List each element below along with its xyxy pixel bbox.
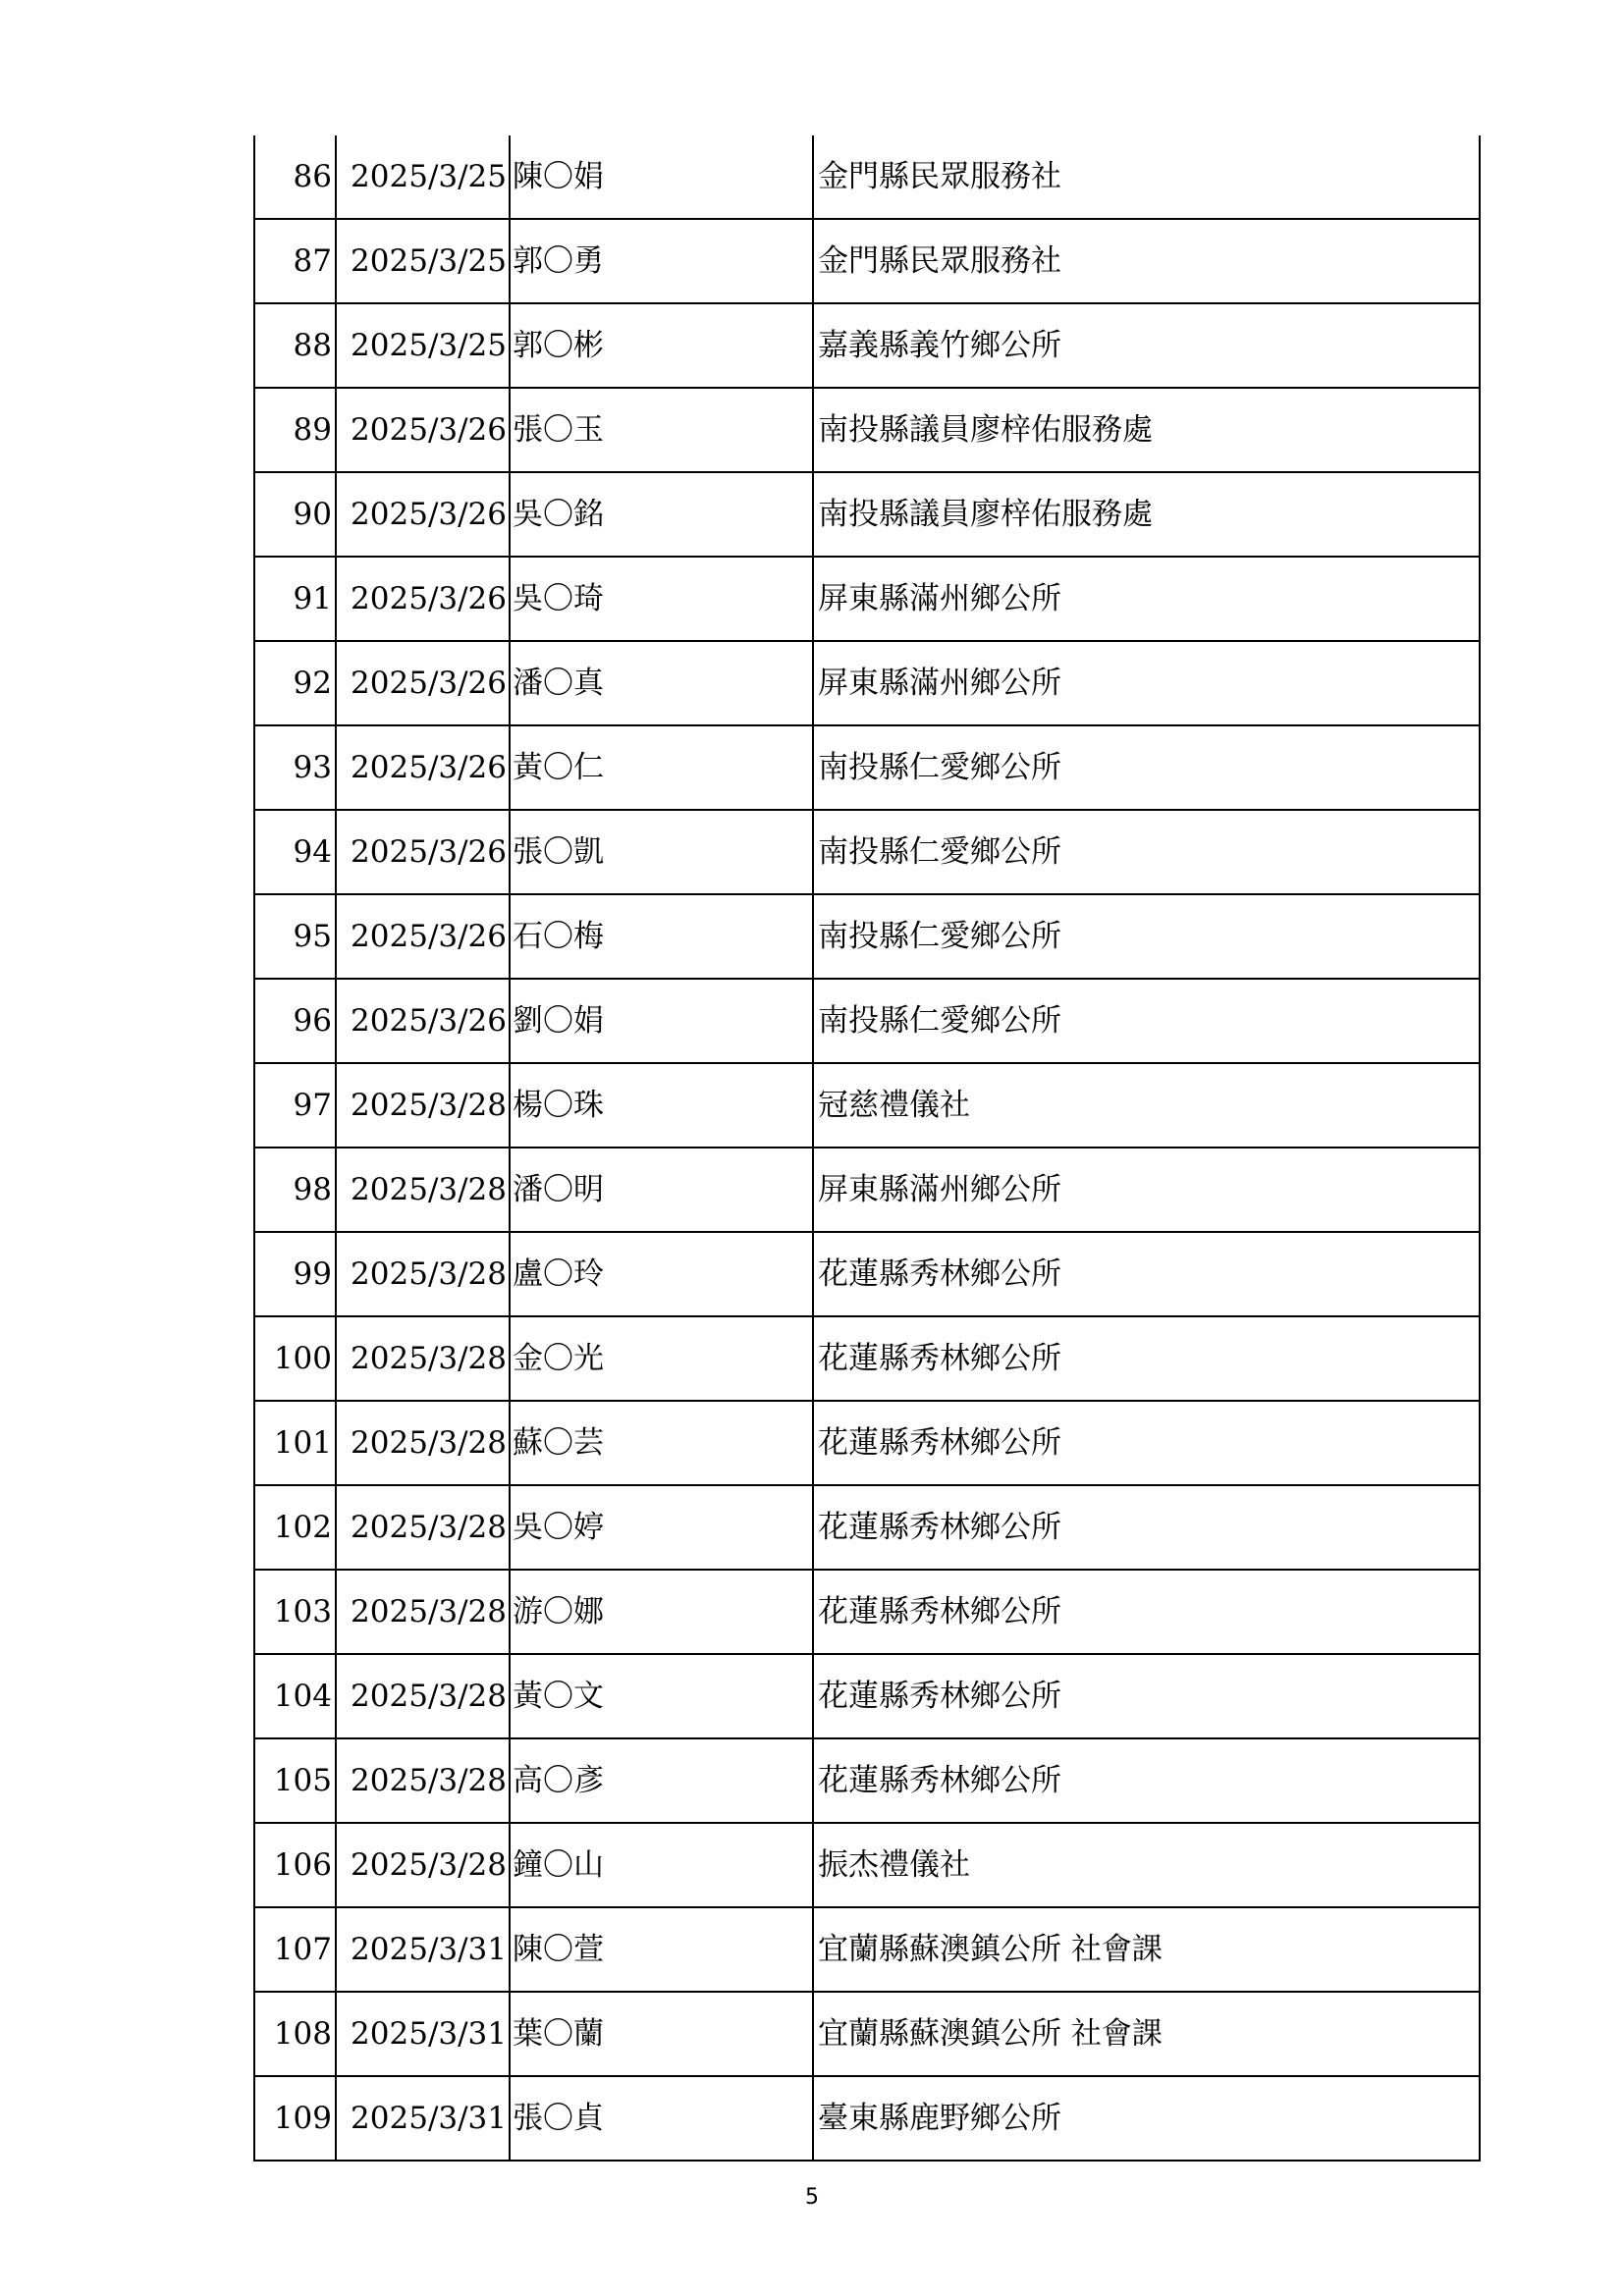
- table-row: [254, 979, 1480, 1063]
- date-cell: 2025/3/25: [336, 219, 510, 303]
- organization-cell: 花蓮縣秀林鄉公所: [813, 1316, 1480, 1401]
- table-row: [254, 641, 1480, 725]
- organization-cell: 南投縣仁愛鄉公所: [813, 894, 1480, 979]
- table-row: [254, 1738, 1480, 1823]
- roster-table-body: [254, 135, 1480, 2161]
- name-cell: 劉〇娟: [510, 979, 813, 1063]
- row-number-cell: 100: [254, 1316, 336, 1401]
- name-cell: 蘇〇芸: [510, 1401, 813, 1485]
- date-cell: 2025/3/25: [336, 135, 510, 219]
- table-row: [254, 1401, 1480, 1485]
- row-number-cell: 94: [254, 810, 336, 894]
- row-number-cell: 89: [254, 388, 336, 472]
- row-number-cell: 91: [254, 557, 336, 641]
- organization-cell: 花蓮縣秀林鄉公所: [813, 1401, 1480, 1485]
- name-cell: 金〇光: [510, 1316, 813, 1401]
- table-row: [254, 1570, 1480, 1654]
- row-number-cell: 105: [254, 1738, 336, 1823]
- date-cell: 2025/3/26: [336, 979, 510, 1063]
- name-cell: 郭〇勇: [510, 219, 813, 303]
- date-cell: 2025/3/28: [336, 1232, 510, 1316]
- organization-cell: 花蓮縣秀林鄉公所: [813, 1654, 1480, 1738]
- date-cell: 2025/3/28: [336, 1485, 510, 1570]
- table-row: [254, 388, 1480, 472]
- table-row: [254, 303, 1480, 388]
- organization-cell: 宜蘭縣蘇澳鎮公所 社會課: [813, 1992, 1480, 2076]
- table-row: [254, 1232, 1480, 1316]
- name-cell: 張〇貞: [510, 2076, 813, 2161]
- table-row: [254, 1485, 1480, 1570]
- row-number-cell: 98: [254, 1148, 336, 1232]
- name-cell: 盧〇玲: [510, 1232, 813, 1316]
- table-row: [254, 2076, 1480, 2161]
- table-row: [254, 1992, 1480, 2076]
- name-cell: 陳〇娟: [510, 135, 813, 219]
- date-cell: 2025/3/26: [336, 641, 510, 725]
- name-cell: 葉〇蘭: [510, 1992, 813, 2076]
- row-number-cell: 107: [254, 1907, 336, 1992]
- name-cell: 楊〇珠: [510, 1063, 813, 1148]
- row-number-cell: 97: [254, 1063, 336, 1148]
- date-cell: 2025/3/28: [336, 1148, 510, 1232]
- date-cell: 2025/3/31: [336, 2076, 510, 2161]
- name-cell: 黃〇仁: [510, 725, 813, 810]
- organization-cell: 屏東縣滿州鄉公所: [813, 1148, 1480, 1232]
- organization-cell: 花蓮縣秀林鄉公所: [813, 1570, 1480, 1654]
- row-number-cell: 109: [254, 2076, 336, 2161]
- row-number-cell: 92: [254, 641, 336, 725]
- table-row: [254, 810, 1480, 894]
- organization-cell: 金門縣民眾服務社: [813, 219, 1480, 303]
- table-row: [254, 894, 1480, 979]
- table-row: [254, 1063, 1480, 1148]
- table-row: [254, 1823, 1480, 1907]
- row-number-cell: 90: [254, 472, 336, 557]
- name-cell: 潘〇明: [510, 1148, 813, 1232]
- date-cell: 2025/3/28: [336, 1738, 510, 1823]
- name-cell: 吳〇銘: [510, 472, 813, 557]
- name-cell: 吳〇琦: [510, 557, 813, 641]
- organization-cell: 南投縣議員廖梓佑服務處: [813, 472, 1480, 557]
- row-number-cell: 103: [254, 1570, 336, 1654]
- organization-cell: 屏東縣滿州鄉公所: [813, 557, 1480, 641]
- date-cell: 2025/3/26: [336, 388, 510, 472]
- name-cell: 陳〇萱: [510, 1907, 813, 1992]
- row-number-cell: 88: [254, 303, 336, 388]
- date-cell: 2025/3/25: [336, 303, 510, 388]
- row-number-cell: 96: [254, 979, 336, 1063]
- table-row: [254, 725, 1480, 810]
- organization-cell: 冠慈禮儀社: [813, 1063, 1480, 1148]
- name-cell: 潘〇真: [510, 641, 813, 725]
- date-cell: 2025/3/28: [336, 1063, 510, 1148]
- date-cell: 2025/3/31: [336, 1992, 510, 2076]
- row-number-cell: 87: [254, 219, 336, 303]
- table-row: [254, 219, 1480, 303]
- date-cell: 2025/3/28: [336, 1823, 510, 1907]
- name-cell: 張〇玉: [510, 388, 813, 472]
- organization-cell: 振杰禮儀社: [813, 1823, 1480, 1907]
- date-cell: 2025/3/28: [336, 1316, 510, 1401]
- name-cell: 游〇娜: [510, 1570, 813, 1654]
- name-cell: 高〇彥: [510, 1738, 813, 1823]
- row-number-cell: 108: [254, 1992, 336, 2076]
- date-cell: 2025/3/26: [336, 725, 510, 810]
- table-row: [254, 1907, 1480, 1992]
- name-cell: 郭〇彬: [510, 303, 813, 388]
- table-row: [254, 1148, 1480, 1232]
- organization-cell: 花蓮縣秀林鄉公所: [813, 1232, 1480, 1316]
- organization-cell: 嘉義縣義竹鄉公所: [813, 303, 1480, 388]
- organization-cell: 南投縣仁愛鄉公所: [813, 810, 1480, 894]
- organization-cell: 南投縣仁愛鄉公所: [813, 725, 1480, 810]
- date-cell: 2025/3/26: [336, 472, 510, 557]
- roster-table: [253, 135, 1481, 2162]
- row-number-cell: 104: [254, 1654, 336, 1738]
- date-cell: 2025/3/28: [336, 1654, 510, 1738]
- row-number-cell: 86: [254, 135, 336, 219]
- row-number-cell: 102: [254, 1485, 336, 1570]
- name-cell: 吳〇婷: [510, 1485, 813, 1570]
- name-cell: 鐘〇山: [510, 1823, 813, 1907]
- organization-cell: 臺東縣鹿野鄉公所: [813, 2076, 1480, 2161]
- organization-cell: 南投縣議員廖梓佑服務處: [813, 388, 1480, 472]
- row-number-cell: 106: [254, 1823, 336, 1907]
- table-row: [254, 557, 1480, 641]
- organization-cell: 花蓮縣秀林鄉公所: [813, 1485, 1480, 1570]
- date-cell: 2025/3/31: [336, 1907, 510, 1992]
- name-cell: 黃〇文: [510, 1654, 813, 1738]
- row-number-cell: 99: [254, 1232, 336, 1316]
- date-cell: 2025/3/26: [336, 894, 510, 979]
- page-number: 5: [805, 2185, 819, 2210]
- row-number-cell: 101: [254, 1401, 336, 1485]
- organization-cell: 花蓮縣秀林鄉公所: [813, 1738, 1480, 1823]
- date-cell: 2025/3/26: [336, 810, 510, 894]
- organization-cell: 金門縣民眾服務社: [813, 135, 1480, 219]
- organization-cell: 南投縣仁愛鄉公所: [813, 979, 1480, 1063]
- table-row: [254, 1316, 1480, 1401]
- name-cell: 石〇梅: [510, 894, 813, 979]
- organization-cell: 屏東縣滿州鄉公所: [813, 641, 1480, 725]
- date-cell: 2025/3/28: [336, 1570, 510, 1654]
- date-cell: 2025/3/26: [336, 557, 510, 641]
- organization-cell: 宜蘭縣蘇澳鎮公所 社會課: [813, 1907, 1480, 1992]
- table-row: [254, 1654, 1480, 1738]
- row-number-cell: 95: [254, 894, 336, 979]
- row-number-cell: 93: [254, 725, 336, 810]
- date-cell: 2025/3/28: [336, 1401, 510, 1485]
- table-row: [254, 472, 1480, 557]
- table-row: [254, 135, 1480, 219]
- name-cell: 張〇凱: [510, 810, 813, 894]
